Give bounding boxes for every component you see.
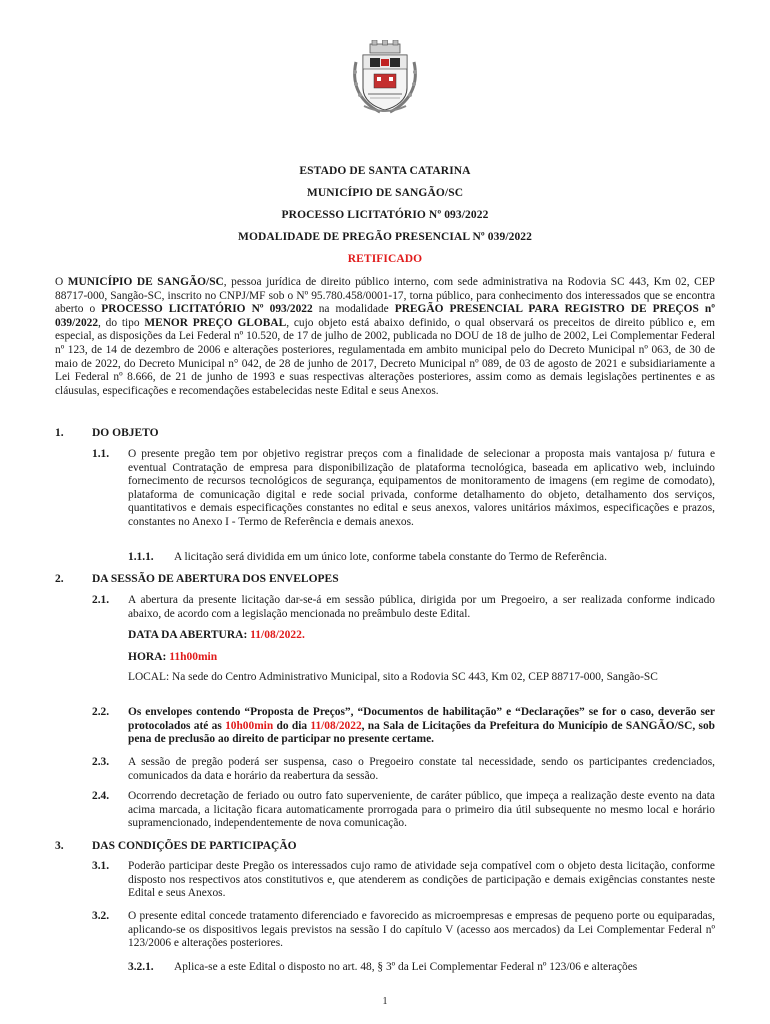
heading-municipality: MUNICÍPIO DE SANGÃO/SC bbox=[306, 187, 464, 199]
intro-tipo: MENOR PREÇO GLOBAL bbox=[144, 316, 287, 329]
item-1-1-1-number: 1.1.1. bbox=[128, 551, 154, 563]
envelope-deadline-date: 11/08/2022 bbox=[310, 719, 362, 732]
item-1-1-1-text: A licitação será dividida em um único lote, conforme tabela constante do Termo de Referência. bbox=[174, 551, 607, 563]
intro-municipio: MUNICÍPIO DE SANGÃO/SC bbox=[67, 276, 224, 288]
section-1-title: DO OBJETO bbox=[92, 427, 159, 439]
section-1-number: 1. bbox=[55, 427, 64, 439]
opening-date-value: 11/08/2022 bbox=[250, 629, 302, 641]
intro-paragraph: O MUNICÍPIO DE SANGÃO/SC, pessoa jurídica de direito público interno, com sede administrativa na Rodovia SC 443, Km 02, CEP 88717-000, Sangão-SC, inscrito no CNPJ/MF sob o Nº 95.780.458/0001-17, torna público, para conhecimento dos interessados que se encontra aberto o PROCESSO LICITATÓRIO Nº 093/2022 na modalidade PREGÃO PRESENCIAL PARA REGISTRO DE PREÇOS nº 039/2022, do tipo MENOR PREÇO GLOBAL, cujo objeto está abaixo definido, o qual observará os preceitos de direito público e, em especial, as disposições da Lei Federal nº 10.520, de 17 de julho de 2002, publicada no DOU de 18 de julho de 2002, Lei Complementar Federal nº 123, de 14 de dezembro de 2006 e alterações posteriores, regulamentada em ambito municipal pelo do Decreto Municipal nº 063, de 30 de maio de 2022, do Decreto Municipal n° 042, de 28 de junho de 2017, Decreto Municipal nº 089, de 03 de agosto de 2021 e subsidiariamente a Lei Federal nº 8.666, de 21 de junho de 1993 e suas respectivas alterações posteriores, assim como as demais legislações pertinentes e as cláusulas, especificações e recomendações estabelecidas neste Edital e seus Anexos. bbox=[55, 276, 716, 397]
item-3-1-text: Poderão participar deste Pregão os interessados cujo ramo de atividade seja compatível com o objeto desta licitação, conforme disposto nos respectivos atos constitutivos e, que atenderem as condições de participação e demais exigências constantes neste Edital e seus Anexos. bbox=[128, 860, 715, 900]
item-3-2-number: 3.2. bbox=[92, 910, 110, 922]
item-1-1-number: 1.1. bbox=[92, 448, 110, 460]
item-3-1-number: 3.1. bbox=[92, 860, 110, 872]
heading-state: ESTADO DE SANTA CATARINA bbox=[299, 165, 471, 177]
heading-process: PROCESSO LICITATÓRIO Nº 093/2022 bbox=[281, 209, 489, 221]
item-2-2-text: Os envelopes contendo “Proposta de Preços”, “Documentos de habilitação” e “Declarações” se for o caso, deverão ser protocolados até as 10h00min do dia 11/08/2022, na Sala de Licitações da Prefeitura do Município de SANGÃO/SC, sob pena de preclusão ao direito de participar no presente certame. bbox=[128, 706, 715, 746]
item-3-2-text: O presente edital concede tratamento diferenciado e favorecido as microempresas e empresas de pequeno porte ou equiparadas, aplicando-se os dispositivos legais previstos na sessão I do capítulo V (acesso aos mercados) da Lei Complementar Federal nº 123/2006 e alterações posteriores. bbox=[128, 910, 715, 950]
item-2-3-text: A sessão de pregão poderá ser suspensa, caso o Pregoeiro constate tal necessidade, sendo os participantes credenciados, comunicados da data e horário da reabertura da sessão. bbox=[128, 756, 715, 782]
item-2-3-number: 2.3. bbox=[92, 756, 110, 768]
item-3-2-1-number: 3.2.1. bbox=[128, 961, 154, 973]
item-2-1-text: A abertura da presente licitação dar-se-á em sessão pública, dirigida por um Pregoeiro, a ser realizada conforme indicado abaixo, de acordo com a legislação mencionada no preâmbulo deste Edital. bbox=[128, 594, 715, 620]
heading-modality: MODALIDADE DE PREGÃO PRESENCIAL Nº 039/2022 bbox=[237, 231, 533, 243]
item-1-1-text: O presente pregão tem por objetivo registrar preços com a finalidade de selecionar a proposta mais vantajosa p/ futura e eventual Contratação de empresa para disponibilização de plataforma tecnológica, baseada em aplicativo web, incluindo fornecimento de recursos tecnológicos de segurança, equipamentos de monitoramento de imagens (em regime de comodato), plataforma de comunicação digital e rede social privada, conforme detalhamento do objeto, detalhamento dos serviços, quantitativos e demais especificações constantes no edital e seus anexos, valores unitários máximos, especificações e prazos, constantes no Anexo I - Termo de Referência e demais anexos. bbox=[128, 448, 715, 528]
page-number: 1 bbox=[382, 996, 388, 1007]
section-2-number: 2. bbox=[55, 573, 64, 585]
item-2-4-number: 2.4. bbox=[92, 790, 110, 802]
section-2-title: DA SESSÃO DE ABERTURA DOS ENVELOPES bbox=[92, 573, 339, 585]
opening-hour-value: 11h00min bbox=[169, 651, 218, 663]
item-2-4-text: Ocorrendo decretação de feriado ou outro fato superveniente, de caráter público, que impeça a realização deste evento na data acima marcada, a licitação ficara automaticamente prorrogada para o primeiro dia útil subsequente no mesmo local e horário supramencionado, independentemente de nova comunicação. bbox=[128, 790, 715, 830]
opening-date: DATA DA ABERTURA: 11/08/2022. bbox=[128, 629, 305, 641]
envelope-deadline-hour: 10h00min bbox=[225, 719, 274, 732]
item-2-2-number: 2.2. bbox=[92, 706, 110, 718]
opening-location: LOCAL: Na sede do Centro Administrativo Municipal, sito a Rodovia SC 443, Km 02, CEP 88717-000, Sangão-SC bbox=[128, 671, 658, 683]
status-retificado: RETIFICADO bbox=[347, 253, 423, 265]
municipal-coat-of-arms-icon bbox=[350, 40, 420, 116]
item-2-1-number: 2.1. bbox=[92, 594, 110, 606]
intro-processo: PROCESSO LICITATÓRIO Nº 093/2022 bbox=[101, 303, 313, 316]
section-3-title: DAS CONDIÇÕES DE PARTICIPAÇÃO bbox=[92, 840, 297, 852]
opening-hour: HORA: 11h00min bbox=[128, 651, 218, 663]
section-3-number: 3. bbox=[55, 840, 64, 852]
item-3-2-1-text: Aplica-se a este Edital o disposto no art. 48, § 3º da Lei Complementar Federal nº 123/06 e alterações bbox=[174, 961, 638, 973]
intro-modalidade: PREGÃO PRESENCIAL PARA REGISTRO DE PREÇOS nº 039/2022 bbox=[55, 303, 716, 329]
